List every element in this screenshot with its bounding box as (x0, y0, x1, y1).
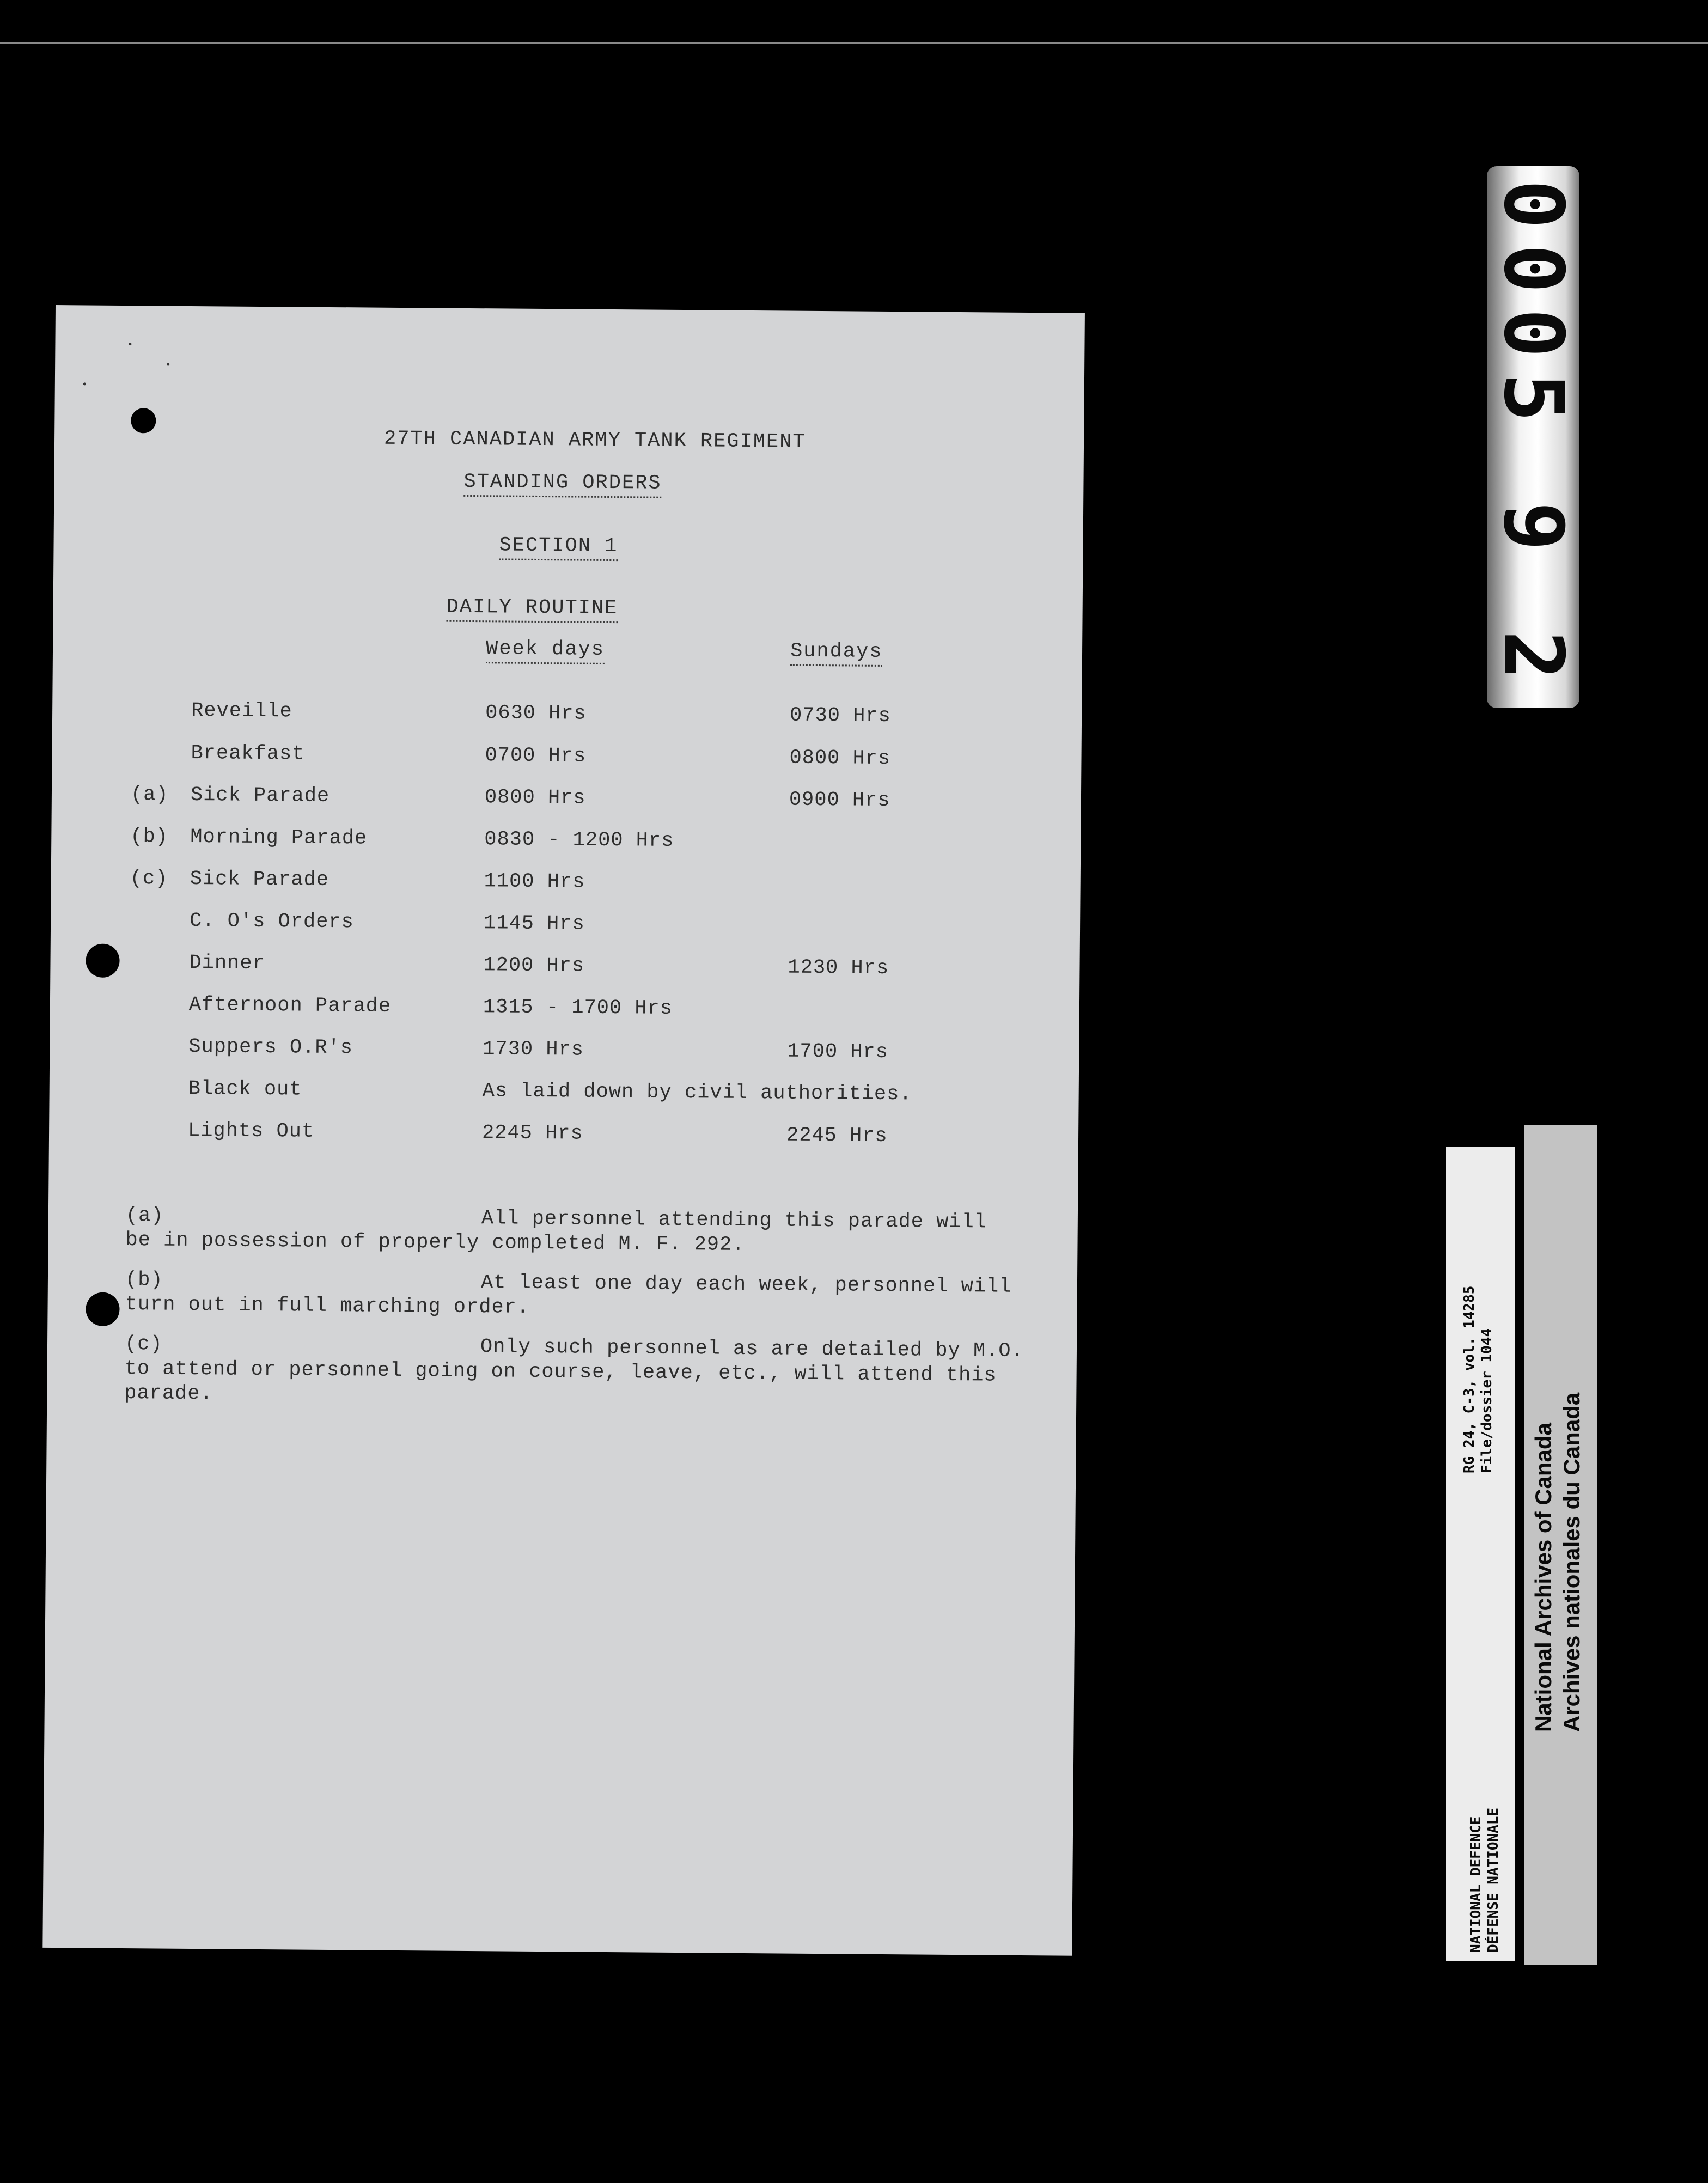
row-activity: Lights Out (187, 1119, 315, 1143)
footnote-line: be in possession of properly completed M. F. 292. (125, 1229, 745, 1257)
row-sundays: 0730 Hrs (789, 704, 891, 728)
reference-line-1: RG 24, C-3, vol. 14285 (1461, 1285, 1478, 1473)
footnote-line: turn out in full marching order. (125, 1293, 530, 1319)
footnote-line: parade. (124, 1382, 213, 1406)
film-edge-line (0, 42, 1708, 44)
footnote-mark: (a) (125, 1204, 164, 1228)
row-activity: Black out (188, 1077, 302, 1101)
row-weekdays: 1100 Hrs (484, 870, 585, 894)
row-weekdays: 0630 Hrs (485, 702, 587, 725)
footnote-line: At least one day each week, personnel will (480, 1271, 1012, 1298)
department-french: DÉFENSE NATIONALE (1485, 1807, 1502, 1953)
row-activity: Sick Parade (190, 783, 330, 808)
row-weekdays: 0700 Hrs (485, 744, 587, 768)
unit-heading: 27TH CANADIAN ARMY TANK REGIMENT (383, 427, 806, 454)
footnote-line: All personnel attending this parade will (481, 1207, 987, 1234)
row-sundays: 1230 Hrs (788, 956, 889, 980)
row-sundays: 0800 Hrs (789, 746, 891, 771)
speck (129, 343, 131, 345)
speck (167, 363, 169, 366)
row-activity: Dinner (189, 951, 265, 975)
department-english: NATIONAL DEFENCE (1468, 1816, 1484, 1953)
weekdays-column-header: Week days (486, 637, 605, 661)
archive-reference-card (1446, 1147, 1515, 1961)
row-activity: Breakfast (191, 741, 305, 766)
row-sundays: 0900 Hrs (789, 788, 890, 813)
row-activity: Suppers O.R's (188, 1035, 353, 1060)
row-weekdays: 2245 Hrs (481, 1121, 583, 1145)
row-mark: (a) (130, 783, 169, 807)
row-activity: Afternoon Parade (188, 993, 392, 1018)
archive-name-english: National Archives of Canada (1530, 1423, 1556, 1732)
punch-hole-middle (86, 943, 119, 977)
archive-name-french: Archives nationales du Canada (1559, 1392, 1584, 1732)
row-weekdays: 1730 Hrs (483, 1038, 584, 1062)
row-sundays: 2245 Hrs (786, 1124, 888, 1148)
row-weekdays: As laid down by civil authorities. (482, 1080, 912, 1106)
footnote-mark: (c) (124, 1333, 163, 1356)
row-activity: Morning Parade (190, 825, 368, 850)
row-weekdays: 1200 Hrs (483, 954, 585, 978)
punch-hole-bottom (86, 1292, 119, 1326)
row-activity: C. O's Orders (189, 909, 354, 934)
frame-number: 0005 9 2 (1486, 179, 1581, 695)
row-mark: (c) (130, 867, 168, 891)
row-weekdays: 1145 Hrs (483, 912, 585, 936)
document-page (42, 305, 1085, 1956)
section-heading: SECTION 1 (499, 534, 618, 558)
row-activity: Sick Parade (190, 867, 330, 892)
row-mark: (b) (130, 825, 169, 849)
row-weekdays: 0800 Hrs (484, 786, 586, 810)
frame-number-strip (1487, 166, 1579, 708)
sundays-column-header: Sundays (790, 640, 883, 663)
reference-line-2: File/dossier 1044 (1479, 1328, 1495, 1473)
footnote-line: Only such personnel as are detailed by M.O. (480, 1336, 1024, 1363)
daily-routine-heading: DAILY ROUTINE (447, 596, 618, 620)
row-sundays: 1700 Hrs (787, 1040, 889, 1064)
speck (83, 382, 86, 385)
row-weekdays: 1315 - 1700 Hrs (483, 996, 673, 1020)
row-weekdays: 0830 - 1200 Hrs (484, 828, 674, 852)
footnote-line: to attend or personnel going on course, leave, etc., will attend this (124, 1357, 997, 1387)
document-title: STANDING ORDERS (463, 471, 661, 495)
row-activity: Reveille (191, 699, 292, 723)
footnote-mark: (b) (125, 1269, 163, 1292)
national-archives-card (1524, 1125, 1597, 1965)
punch-hole-top (131, 408, 156, 433)
